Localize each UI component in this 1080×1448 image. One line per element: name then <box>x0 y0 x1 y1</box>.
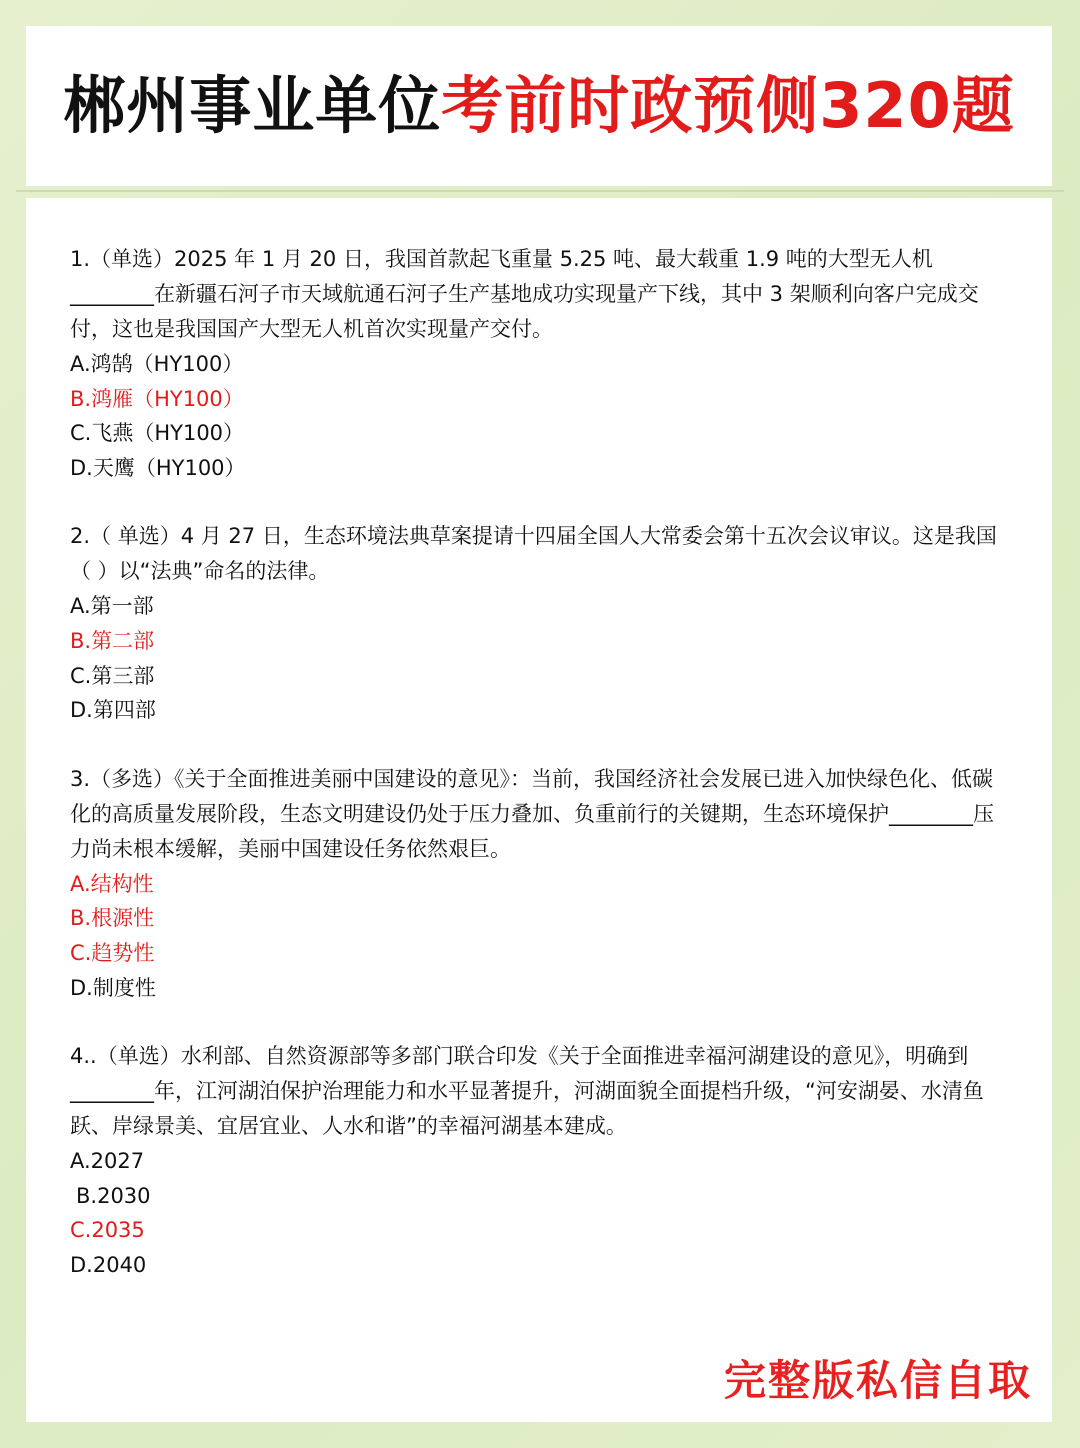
question-text: 3.（多选）《关于全面推进美丽中国建设的意见》：当前，我国经济社会发展已进入加快绿色化、低碳化的高质量发展阶段，生态文明建设仍处于压力叠加、负重前行的关键期，生态环境保护________压力尚未根本缓解，美丽中国建设任务依然艰巨。 <box>70 766 994 861</box>
option-c: C.第三部 <box>70 663 155 688</box>
option-a: A.结构性 <box>70 871 154 896</box>
option-c: C.飞燕（HY100） <box>70 421 245 446</box>
question-text: 1.（单选）2025 年 1 月 20 日，我国首款起飞重量 5.25 吨、最大载重 1.9 吨的大型无人机________在新疆石河子市天域航通石河子生产基地成功实现量产下线，其中 3 架顺利向客户完成交付，这也是我国国产大型无人机首次实现量产交付。 <box>70 247 979 341</box>
option-d: D.天鹰（HY100） <box>70 455 246 480</box>
option-d: D.制度性 <box>70 975 156 1000</box>
header-card <box>26 26 1052 186</box>
option-c: C.2035 <box>70 1218 145 1243</box>
question-1 <box>70 242 1008 485</box>
option-b: B.鸿雁（HY100） <box>70 386 244 411</box>
title-red-part: 考前时政预侧320题 <box>441 69 1015 142</box>
option-b: B.2030 <box>76 1183 151 1208</box>
question-text: 4..（单选）水利部、自然资源部等多部门联合印发《关于全面推进幸福河湖建设的意见》，明确到________年，江河湖泊保护治理能力和水平显著提升，河湖面貌全面提档升级，“河安湖晏、水清鱼跃、岸绿景美、宜居宜业、人水和谐”的幸福河湖基本建成。 <box>70 1044 984 1139</box>
footer-cta: 完整版私信自取 <box>723 1356 1032 1405</box>
question-2 <box>70 519 1008 727</box>
option-a: A.第一部 <box>70 594 154 619</box>
option-a: A.鸿鹄（HY100） <box>70 352 244 376</box>
question-4 <box>70 1039 1008 1282</box>
option-b: B.根源性 <box>70 906 155 931</box>
page-title <box>63 69 1015 142</box>
header-divider <box>16 190 1064 192</box>
content-card <box>26 198 1052 1422</box>
title-black-part: 郴州事业单位 <box>63 69 442 142</box>
option-b: B.第二部 <box>70 628 155 653</box>
option-d: D.2040 <box>70 1252 147 1277</box>
question-3 <box>70 762 1008 1005</box>
question-text: 2.（ 单选）4 月 27 日，生态环境法典草案提请十四届全国人大常委会第十五次会议审议。这是我国（ ）以“法典”命名的法律。 <box>70 524 997 584</box>
option-a: A.2027 <box>70 1149 145 1174</box>
option-c: C.趋势性 <box>70 940 155 965</box>
option-d: D.第四部 <box>70 698 156 723</box>
